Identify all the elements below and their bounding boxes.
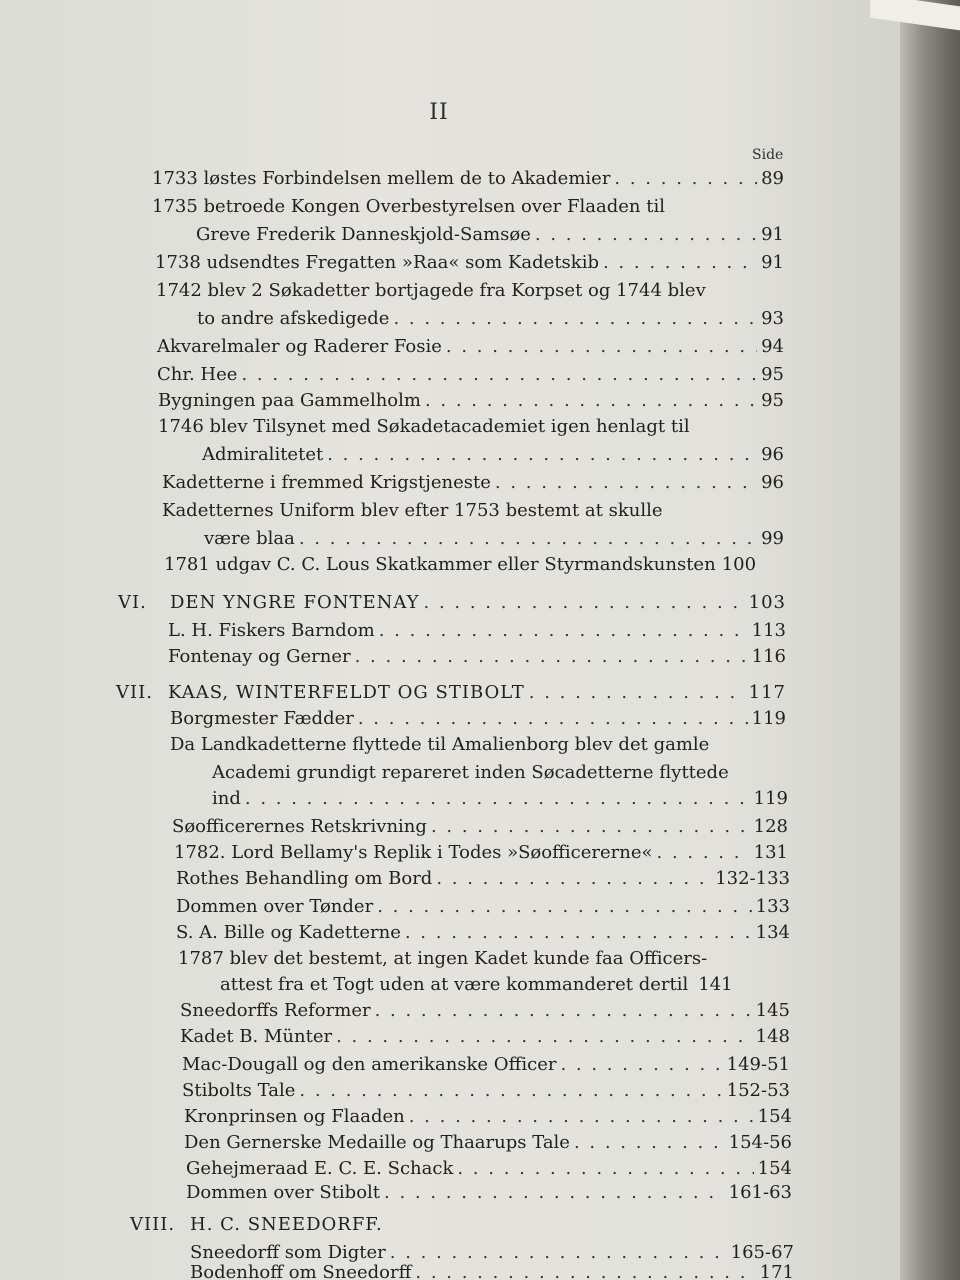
toc-entry: Kadetterne i fremmed Krigstjeneste . . . 96 (162, 472, 784, 494)
toc-entry: Mac-Dougall og den amerikanske Officer . . . 149-51 (182, 1054, 790, 1076)
toc-entry-line: Kadetternes Uniform blev efter 1753 bestemt at skulle (162, 500, 663, 521)
toc-entry: Borgmester Fædder . . . 119 (170, 708, 786, 730)
toc-entry-line: Da Landkadetterne flyttede til Amalienborg blev det gamle (170, 734, 710, 755)
toc-entry: S. A. Bille og Kadetterne . . . 134 (176, 922, 790, 944)
toc-entry: 1738 udsendtes Fregatten »Raa« som Kadetskib . . . 91 (155, 252, 784, 274)
toc-entry: L. H. Fiskers Barndom . . . 113 (168, 620, 786, 642)
toc-entry: Sneedorff som Digter . . . 165-67 (190, 1242, 794, 1264)
toc-entry: 1781 udgav C. C. Lous Skatkammer eller Styrmandskunsten 100 (164, 554, 757, 575)
toc-entry-line: 1787 blev det bestemt, at ingen Kadet kunde faa Officers- (178, 948, 708, 969)
toc-entry: Søofficerernes Retskrivning . . . 128 (172, 816, 788, 838)
toc-entry: to andre afskedigede . . . 93 (197, 308, 784, 330)
toc-entry: Sneedorffs Reformer . . . 145 (180, 1000, 790, 1022)
toc-entry: Chr. Hee . . . 95 (157, 364, 784, 386)
toc-entry-line: Academi grundigt repareret inden Søcadetterne flyttede (212, 762, 729, 783)
toc-entry: ind . . . 119 (212, 788, 788, 810)
toc-entry: Bodenhoff om Sneedorff . . . 171 (190, 1262, 794, 1280)
toc-entry: Gehejmeraad E. C. E. Schack . . . 154 (186, 1158, 792, 1180)
toc-entry: Bygningen paa Gammelholm . . . 95 (158, 390, 784, 412)
chapter-entry: VIII. H. C. SNEEDORFF. (130, 1214, 383, 1235)
toc-entry: Den Gernerske Medaille og Thaarups Tale . . . 154-56 (184, 1132, 792, 1154)
column-header-side: Side (752, 147, 784, 163)
toc-entry: Akvarelmaler og Raderer Fosie . . . 94 (157, 336, 784, 358)
toc-entry: 1733 løstes Forbindelsen mellem de to Akademier . . . 89 (152, 168, 784, 190)
toc-entry: Rothes Behandling om Bord . . . 132-133 (176, 868, 790, 890)
toc-entry: Kadet B. Münter . . . 148 (180, 1026, 790, 1048)
toc-entry-line: 1746 blev Tilsynet med Søkadetacademiet igen henlagt til (158, 416, 690, 437)
toc-entry: Kronprinsen og Flaaden . . . 154 (184, 1106, 792, 1128)
chapter-entry: VI. DEN YNGRE FONTENAY . . . 103 (118, 592, 786, 614)
toc-entry: Stibolts Tale . . . 152-53 (182, 1080, 790, 1102)
toc-entry: Dommen over Stibolt . . . 161-63 (186, 1182, 792, 1204)
toc-entry-line: 1742 blev 2 Søkadetter bortjagede fra Korpset og 1744 blev (156, 280, 706, 301)
book-spine (900, 0, 960, 1280)
toc-entry: være blaa . . . 99 (204, 528, 784, 550)
toc-entry: Fontenay og Gerner . . . 116 (168, 646, 786, 668)
toc-entry: attest fra et Togt uden at være kommanderet dertil 141 (220, 974, 733, 995)
toc-entry: Greve Frederik Danneskjold-Samsøe . . . 91 (196, 224, 784, 246)
toc-entry-line: 1735 betroede Kongen Overbestyrelsen over Flaaden til (152, 196, 665, 217)
page-number: II (429, 100, 449, 125)
toc-entry: Dommen over Tønder . . . 133 (176, 896, 790, 918)
chapter-entry: VII. KAAS, WINTERFELDT OG STIBOLT . . . 117 (116, 682, 786, 704)
toc-entry: Admiralitetet . . . 96 (202, 444, 784, 466)
toc-entry: 1782. Lord Bellamy's Replik i Todes »Søofficererne« . . . 131 (174, 842, 788, 864)
